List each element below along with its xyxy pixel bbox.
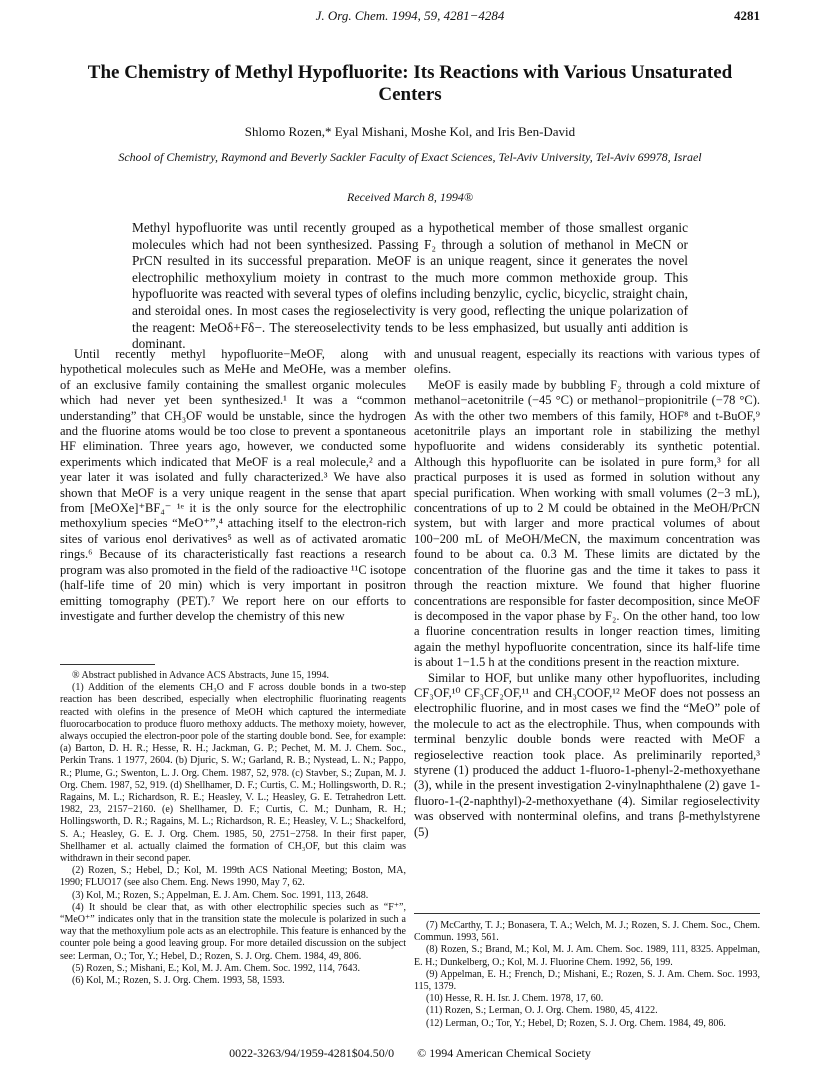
footnote: (10) Hesse, R. H. Isr. J. Chem. 1978, 17, 60.: [426, 993, 604, 1005]
footnote: (8) Rozen, S.; Brand, M.; Kol, M. J. Am. Chem. Soc. 1989, 111, 8325. Appelman, E. H.; Dunkelberg, O.; Kol, M. J. Fluorine Chem. 1992, 56, 199.: [414, 944, 760, 968]
footnote: (7) McCarthy, T. J.; Bonasera, T. A.; Welch, M. J.; Rozen, S. J. Chem. Soc., Chem. Commun. 1993, 561.: [414, 920, 760, 944]
copyright-notice: © 1994 American Chemical Society: [417, 1046, 591, 1060]
footnote: (3) Kol, M.; Rozen, S.; Appelman, E. J. Am. Chem. Soc. 1991, 113, 2648.: [72, 889, 369, 901]
body-paragraph: MeOF is easily made by bubbling F₂ through a cold mixture of methanol−acetonitrile (−45 °C) or methanol−propionitrile (−78 °C). As with the other two members of this family, HOF⁸ and t-BuOF,⁹ acetonitrile plays an important role in stabilizing the methyl hypofluorite and widens considerably its synthetic potential. Although this hypofluorite can be isolated in pure form,³ for all practical purposes it is used as formed in solution without any special purification. When working with small volumes (2−3 mL), concentrations of up to 2 M could be obtained in the MeOH/PrCN system, but with larger and more practical volumes of about 100−200 mL of MeOH/MeCN, the maximum concentration was found to be about ca. 0.3 M. These limits are dictated by the concentration of the fluorine gas and the time it takes to pass it through the reaction mixture. We found that higher fluorine concentrations are responsible for faster decomposition, since MeOF is decomposed in the vapor phase by F₂. On the other hand, too low a fluorine concentration results in longer reaction times, limiting again the methyl hypofluorite concentration, since its half-life time is about 1−1.5 h at the conditions present in the reaction mixture.: [414, 377, 760, 670]
footnotes-left: [60, 670, 406, 987]
journal-citation: J. Org. Chem. 1994, 59, 4281−4284: [315, 8, 505, 23]
publication-code: 0022-3263/94/1959-4281$04.50/0: [229, 1046, 395, 1060]
footnote: (1) Addition of the elements CH₃O and F across double bonds in a two-step reaction has been described, especially when electrophilic fluorinating reagents reacted with olefins in the presence of MeOH which captured the intermediate fluorocarbocation to produce fluoro methoxy adducts. The methoxy moiety, however, always occupied the electron-poor pole of the starting double bond. See, for example: (a) Barton, D. H. R.; Hesse, R. H.; Jackman, G. P.; Pechet, M. M. J. Chem. Soc., Perkin Trans. 1 1977, 2604. (b) Djuric, S. W.; Garland, R. B.; Nystead, L. N.; Pappo, R.; Plume, G.; Swenton, L. J. Org. Chem. 1987, 52, 978. (c) Stavber, S.; Zupan, M. J. Org. Chem. 1987, 52, 919. (d) Shellhamer, D. F.; Curtis, C. M.; Hollingsworth, D. R.; Ragains, M. L.; Richardson, R. E.; Heasley, V. L.; Heasley, G. E. Tetrahedron Lett. 1982, 23, 2157−2160. (e) Shellhamer, D. F.; Curtis, C. M.; Dunham, R. H.; Hollingsworth, D. R.; Ragains, M. L.; Richardson, R. E.; Heasley, V. L.; Shackelford, S. A.; Heasley, G. E. J. Org. Chem. 1985, 50, 2751−2758. In their first paper, Shellhamer et al. actually claimed the formation of CH₃OF, but this claim was withdrawn in their second paper.: [60, 682, 406, 865]
footnote: (9) Appelman, E. H.; French, D.; Mishani, E.; Rozen, S. J. Am. Chem. Soc. 1993, 115, 1379.: [414, 968, 760, 993]
body-column-left: [60, 347, 406, 624]
footnote: ® Abstract published in Advance ACS Abstracts, June 15, 1994.: [72, 670, 330, 681]
body-paragraph: and unusual reagent, especially its reactions with various types of olefins.: [414, 347, 760, 377]
author-list: Shlomo Rozen,* Eyal Mishani, Moshe Kol, and Iris Ben-David: [244, 124, 576, 139]
footnote-divider: [414, 913, 760, 914]
received-date: Received March 8, 1994®: [347, 190, 473, 204]
footnote: (11) Rozen, S.; Lerman, O. J. Org. Chem. 1980, 45, 4122.: [426, 1005, 658, 1017]
footnote: (2) Rozen, S.; Hebel, D.; Kol, M. 199th ACS National Meeting; Boston, MA, 1990; FLUO17 (see also Chem. Eng. News 1990, May 7, 62.: [60, 865, 406, 889]
abstract: Methyl hypofluorite was until recently grouped as a hypothetical member of those smallest organic molecules which had not been synthesized. Passing F₂ through a solution of methanol in MeCN or PrCN resulted in its successful preparation. MeOF is an unique reagent, since it generates the novel electrophilic methoxylium moiety in contrast to the much more common methoxide group. This hypofluorite was reacted with several types of olefins including benzylic, cyclic, bicyclic, straight chain, and steroidal ones. In most cases the regioselectivity is very good, reflecting the unique polarization of the reagent: MeOδ+Fδ−. The stereoselectivity tends to be less emphasized, but usually anti addition is dominant.: [132, 220, 688, 352]
footnote: (6) Kol, M.; Rozen, S. J. Org. Chem. 1993, 58, 1593.: [72, 975, 285, 987]
affiliation: School of Chemistry, Raymond and Beverly Sackler Faculty of Exact Sciences, Tel-Aviv University, Tel-Aviv 69978, Israel: [118, 150, 702, 164]
body-column-right: [414, 347, 760, 840]
body-paragraph: Similar to HOF, but unlike many other hypofluorites, including CF₃OF,¹⁰ CF₃CF₂OF,¹¹ and CH₃COOF,¹² MeOF does not possess an electrophilic fluorine, and in most cases we find the “MeO” pole of the molecule to act as the electrophile. Thus, when compounds with terminal benzylic double bonds were reacted with MeOF a regioselective reaction took place. As preliminarily reported,³ styrene (1) produced the adduct 1-fluoro-1-phenyl-2-methoxyethane (3), while in the present investigation 2-vinylnaphthalene (2) gave 1-fluoro-1-(2-naphthyl)-2-methoxyethane (4). Similar regioselectivity was observed with nonterminal olefins, and trans β-methylstyrene (5): [414, 670, 760, 839]
footnote: (4) It should be clear that, as with other electrophilic species such as “F⁺”, “MeO⁺” indicates only that in the transition state the molecule is polarized in such a way that the methoxylium pole acts as an electrophile. This feature is enhanced by the counter pole being a good leaving group. For more detailed discussion on the subject see: Lerman, O.; Tor, Y.; Hebel, D.; Rozen, S. J. Org. Chem. 1984, 49, 806.: [60, 901, 406, 962]
page-number: 4281: [734, 8, 760, 23]
running-header: [60, 8, 760, 28]
footnote: (5) Rozen, S.; Mishani, E.; Kol, M. J. Am. Chem. Soc. 1992, 114, 7643.: [72, 962, 360, 974]
footnotes-right: [414, 920, 760, 1030]
page-footer: [0, 1046, 820, 1061]
footnote: (12) Lerman, O.; Tor, Y.; Hebel, D; Rozen, S. J. Org. Chem. 1984, 49, 806.: [426, 1017, 726, 1029]
article-title: The Chemistry of Methyl Hypofluorite: Its Reactions with Various Unsaturated Centers: [87, 62, 733, 105]
body-paragraph: Until recently methyl hypofluorite−MeOF, along with hypothetical molecules such as MeHe and MeOHe, was a member of an exclusive family containing the smallest organic molecules which had never yet been synthesized.¹ It was a “common understanding” that CH₃OF would be unstable, since the hydrogen and the fluorine atoms would be too close to prevent a spontaneous HF elimination. Three years ago, however, we conducted some experiments which indicated that MeOF is a real molecule,² and a year later it was isolated and fully characterized.³ We have also shown that MeOF is a very unique reagent in the sense that apart from [MeOXe]⁺BF₄⁻ ¹ᵉ it is the only source for the electrophilic methoxylium species “MeO⁺”,⁴ attaching itself to the electron-rich sites of various enol derivatives⁵ as well as of activated aromatic rings.⁶ Because of its characteristically fast reactions a research program was also promoted in the field of the radioactive ¹¹C isotope (half-life time of 20 min) which is very important in positron emitting tomography (PET).⁷ We report here on our efforts to investigate and further develop the chemistry of this new: [60, 347, 406, 623]
footnote-divider: [60, 664, 155, 665]
